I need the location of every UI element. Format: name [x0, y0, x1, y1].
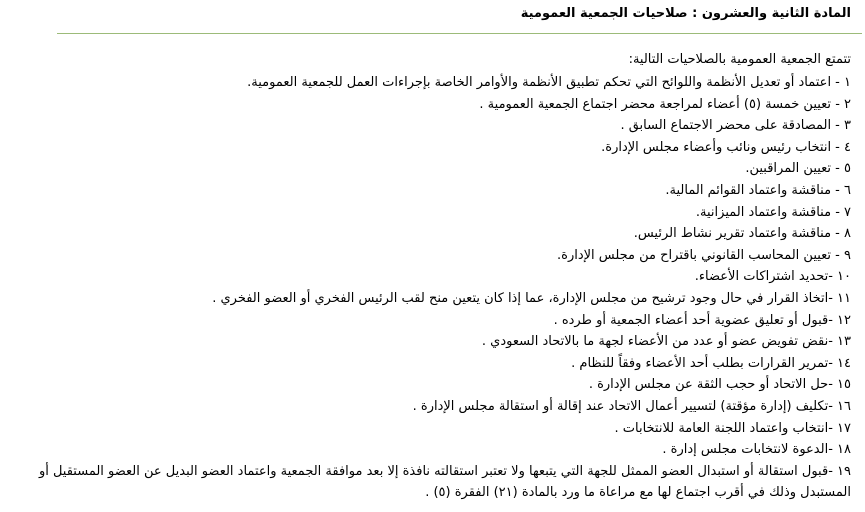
list-item: ١ - اعتماد أو تعديل الأنظمة واللوائح التي تحكم تطبيق الأنظمة والأوامر الخاصة بإجراءات العمل للجمعية العمومية. — [247, 75, 851, 90]
list-item: ١٥ -حل الاتحاد أو حجب الثقة عن مجلس الإدارة . — [588, 377, 851, 393]
list-item: ٩ - تعيين المحاسب القانوني باقتراح من مجلس الإدارة. — [557, 247, 851, 263]
section-divider — [57, 33, 862, 34]
list-item: ١٩ -قبول استقالة أو استبدال العضو الممثل للجهة التي يتبعها ولا تعتبر استقالته نافذة إلا بعد موافقة الجمعية واعتماد العضو البديل عن العضو المستقيل أو المستبدل وذلك في أقرب اجتماع لها مع مراعاة ما ورد بالمادة (٢١) الفقرة (٥) . — [38, 463, 851, 501]
list-item: ١٤ -تمرير القرارات بطلب أحد الأعضاء وفقاً للنظام . — [571, 355, 851, 371]
list-item: ٥ - تعيين المراقبين. — [745, 161, 851, 177]
list-item: ١١ -اتخاذ القرار في حال وجود ترشيح من مجلس الإدارة، عما إذا كان يتعين منح لقب الرئيس الفخري أو العضو الفخري . — [212, 290, 851, 306]
list-item: ٦ - مناقشة واعتماد القوائم المالية. — [665, 182, 851, 198]
list-item: ١٢ -قبول أو تعليق عضوية أحد أعضاء الجمعية أو طرده . — [553, 312, 851, 328]
list-item: ١٣ -نقض تفويض عضو أو عدد من الأعضاء لجهة ما بالاتحاد السعودي . — [481, 334, 851, 350]
intro-text: تتمتع الجمعية العمومية بالصلاحيات التالية: — [628, 52, 851, 67]
list-item: ١٧ -انتخاب واعتماد اللجنة العامة للانتخابات . — [614, 420, 851, 436]
list-item: ٤ - انتخاب رئيس ونائب وأعضاء مجلس الإدارة. — [601, 139, 851, 155]
list-item: ١٨ -الدعوة لانتخابات مجلس إدارة . — [662, 442, 851, 458]
list-item: ١٦ -تكليف (إدارة مؤقتة) لتسيير أعمال الاتحاد عند إقالة أو استقالة مجلس الإدارة . — [412, 398, 851, 414]
list-item: ١٠ -تحديد اشتراكات الأعضاء. — [694, 269, 851, 285]
list-item: ٧ - مناقشة واعتماد الميزانية. — [695, 204, 851, 220]
list-item: ٣ - المصادقة على محضر الاجتماع السابق . — [620, 118, 851, 134]
page-title: المادة الثانية والعشرون : صلاحيات الجمعية العمومية — [520, 6, 851, 21]
powers-list — [0, 72, 865, 504]
list-item: ٢ - تعيين خمسة (٥) أعضاء لمراجعة محضر اجتماع الجمعية العمومية . — [479, 96, 851, 112]
list-item: ٨ - مناقشة واعتماد تقرير نشاط الرئيس. — [633, 226, 851, 242]
